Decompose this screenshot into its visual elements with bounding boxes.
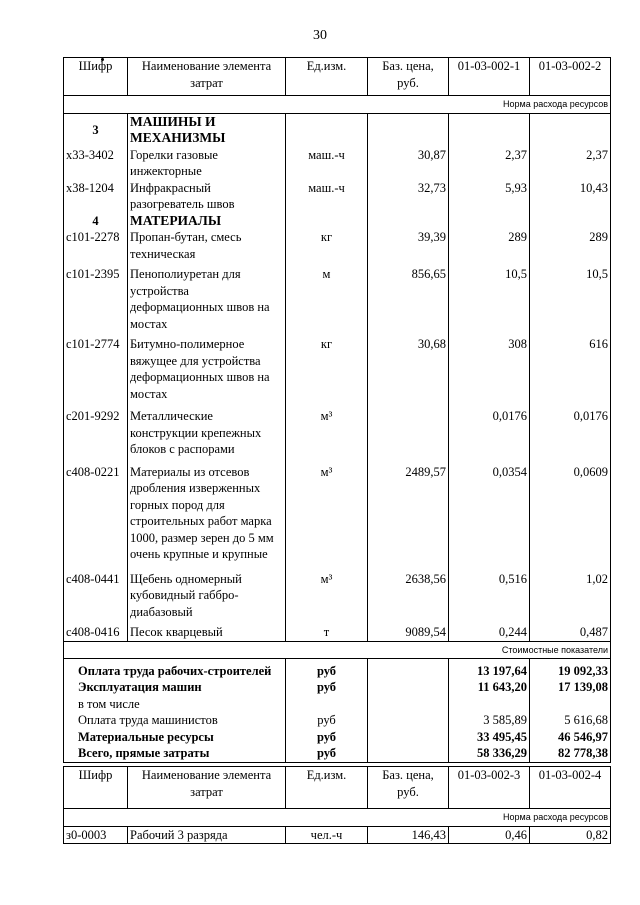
header-col2: 01-03-002-2 bbox=[530, 58, 611, 96]
table-row: с408-0441 Щебень одномерный кубовидный габбро- диабазовый м³ 2638,56 0,516 1,02 bbox=[64, 571, 611, 621]
table-row: з0-0003 Рабочий 3 разряда чел.-ч 146,43 0,46 0,82 bbox=[64, 826, 611, 844]
table-row: с201-9292 Металлические конструкции крепежных блоков с распорами м³ 0,0176 0,0176 bbox=[64, 408, 611, 458]
header-name: Наименование элемента затрат bbox=[128, 767, 286, 809]
header-col1: 01-03-002-3 bbox=[449, 767, 530, 809]
summary-row: в том числе bbox=[64, 696, 611, 713]
table-row: х33-3402 Горелки газовые инжекторные маш.-ч 30,87 2,37 2,37 bbox=[64, 147, 611, 180]
table-row: х38-1204 Инфракрасный разогреватель швов маш.-ч 32,73 5,93 10,43 bbox=[64, 180, 611, 213]
summary-row: Всего, прямые затраты руб 58 336,29 82 778,38 bbox=[64, 745, 611, 762]
header-price: Баз. цена, руб. bbox=[368, 58, 449, 96]
table-row: с101-2395 Пенополиуретан для устройства деформационных швов на мостах м 856,65 10,5 10,5 bbox=[64, 266, 611, 332]
table-row: с408-0416 Песок кварцевый т 9089,54 0,244 0,487 bbox=[64, 624, 611, 641]
table2-header bbox=[64, 767, 611, 809]
summary-row: Материальные ресурсы руб 33 495,45 46 546,97 bbox=[64, 729, 611, 746]
table-row: с101-2774 Битумно-полимерное вяжущее для устройства деформационных швов на мостах кг 30,68 308 616 bbox=[64, 336, 611, 402]
header-code: Шифр bbox=[64, 767, 128, 809]
stoim-label: Стоимостные показатели bbox=[64, 641, 611, 659]
table-row: с408-0221 Материалы из отсевов дробления изверженных горных пород для строительных работ марка 1000, размер зерен до 5 мм очень крупные и крупные м³ 2489,57 0,0354 0,0609 bbox=[64, 464, 611, 563]
header-code: Шифр bbox=[64, 58, 128, 96]
header-name: Наименование элемента затрат bbox=[128, 58, 286, 96]
norm-label: Норма расхода ресурсов bbox=[64, 809, 611, 827]
header-col1: 01-03-002-1 bbox=[449, 58, 530, 96]
header-price: Баз. цена, руб. bbox=[368, 767, 449, 809]
summary-row: Оплата труда рабочих-строителей руб 13 197,64 19 092,33 bbox=[64, 663, 611, 680]
section-row: 4 МАТЕРИАЛЫ bbox=[64, 213, 611, 230]
resource-table-1 bbox=[63, 57, 611, 763]
summary-row: Оплата труда машинистов руб 3 585,89 5 616,68 bbox=[64, 712, 611, 729]
resource-table-2 bbox=[63, 766, 611, 844]
section-row: 3 МАШИНЫ И МЕХАНИЗМЫ bbox=[64, 113, 611, 147]
header-col2: 01-03-002-4 bbox=[530, 767, 611, 809]
norm-label: Норма расхода ресурсов bbox=[64, 96, 611, 114]
table1-header bbox=[64, 58, 611, 96]
header-unit: Ед.изм. bbox=[286, 767, 368, 809]
page-number: 30 bbox=[313, 28, 327, 43]
header-unit: Ед.изм. bbox=[286, 58, 368, 96]
table-row: с101-2278 Пропан-бутан, смесь техническая кг 39,39 289 289 bbox=[64, 229, 611, 262]
summary-row: Эксплуатация машин руб 11 643,20 17 139,08 bbox=[64, 679, 611, 696]
